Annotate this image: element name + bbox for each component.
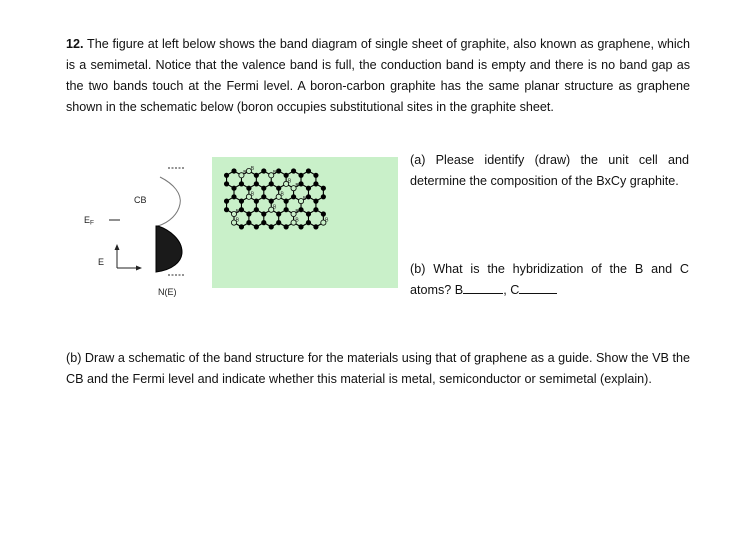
conduction-band-shape xyxy=(158,177,180,226)
carbon-atom xyxy=(232,169,236,173)
vb-label: VB xyxy=(142,241,155,251)
carbon-atom xyxy=(306,169,310,173)
carbon-atom xyxy=(314,199,318,203)
boron-atom-label: B xyxy=(295,183,299,189)
carbon-atom xyxy=(262,195,266,199)
carbon-atom xyxy=(284,199,288,203)
carbon-atom xyxy=(254,182,258,186)
carbon-atom xyxy=(306,186,310,190)
carbon-atom xyxy=(247,186,251,190)
carbon-atom xyxy=(254,199,258,203)
boron-atom-label: B xyxy=(273,204,277,211)
carbon-atom xyxy=(299,225,303,229)
carbon-atom xyxy=(299,208,303,212)
part-a: (a) Please identify (draw) the unit cell and determine the composition of the BxCy graphite. xyxy=(410,153,689,188)
boron-atom-label: B xyxy=(235,217,240,224)
band-diagram xyxy=(82,152,192,302)
carbon-atom xyxy=(247,220,251,224)
carbon-atom xyxy=(239,199,243,203)
cb-label: CB xyxy=(134,195,147,205)
boron-atom-label: B xyxy=(302,195,307,202)
carbon-atom xyxy=(232,186,236,190)
valence-band-shape xyxy=(156,226,182,272)
carbon-atom xyxy=(284,225,288,229)
part-b-hybridization xyxy=(410,259,689,301)
carbon-atom xyxy=(306,220,310,224)
carbon-atom xyxy=(299,182,303,186)
carbon-atom xyxy=(314,225,318,229)
boron-atom-label: B xyxy=(243,170,247,177)
carbon-atom xyxy=(306,212,310,216)
carbon-atom xyxy=(284,173,288,177)
carbon-atom xyxy=(276,212,280,216)
boron-atom-label: B xyxy=(295,208,299,215)
carbon-atom xyxy=(284,208,288,212)
boron-atom-label: B xyxy=(280,191,284,198)
carbon-atom xyxy=(224,199,228,203)
carbon-atom xyxy=(224,173,228,177)
fermi-label xyxy=(84,215,94,227)
carbon-atom xyxy=(321,186,325,190)
boron-atom-label: B xyxy=(295,217,299,224)
carbon-atom xyxy=(262,212,266,216)
dos-axis-arrowhead xyxy=(136,266,142,271)
carbon-atom xyxy=(254,225,258,229)
carbon-atom xyxy=(224,208,228,212)
carbon-atom xyxy=(239,208,243,212)
carbon-atom xyxy=(291,195,295,199)
carbon-atom xyxy=(247,212,251,216)
carbon-atom xyxy=(276,220,280,224)
part-b-band-structure: (b) Draw a schematic of the band structure for the materials using that of graphene as a guide. Show the VB the CB and the Fermi level and indicate whether this material is metal, semiconductor or semimetal (explain). xyxy=(66,351,690,386)
problem-number: 12. xyxy=(66,37,84,51)
carbon-atom xyxy=(239,225,243,229)
boron-atom-label: B xyxy=(287,178,292,185)
lattice-atoms xyxy=(224,166,329,229)
carbon-atom xyxy=(269,225,273,229)
carbon-atom xyxy=(291,169,295,173)
carbon-atom xyxy=(314,182,318,186)
carbon-atom xyxy=(239,182,243,186)
carbon-atom xyxy=(299,173,303,177)
carbon-atom xyxy=(276,186,280,190)
problem-text xyxy=(66,34,690,118)
carbon-atom xyxy=(232,195,236,199)
energy-axis-arrowhead xyxy=(115,244,120,250)
dos-label: N(E) xyxy=(158,287,177,297)
carbon-atom xyxy=(306,195,310,199)
carbon-atom xyxy=(254,173,258,177)
part-b-question: (b) What is the hybridization of the B and C atoms? B xyxy=(410,262,689,297)
carbon-atom xyxy=(254,208,258,212)
carbon-answer-blank[interactable] xyxy=(519,281,557,294)
boron-answer-blank[interactable] xyxy=(463,281,503,294)
fermi-label-sub: F xyxy=(90,219,94,227)
boron-atom-label: B xyxy=(250,165,255,172)
carbon-atom xyxy=(262,220,266,224)
carbon-atom xyxy=(321,195,325,199)
boron-atom-label: B xyxy=(325,217,329,224)
carbon-atom xyxy=(314,208,318,212)
carbon-atom xyxy=(314,173,318,177)
carbon-atom xyxy=(321,212,325,216)
carbon-atom xyxy=(276,169,280,173)
boron-atom-label: B xyxy=(235,208,240,215)
boron-atom-label: B xyxy=(273,170,277,177)
separator-c: , C xyxy=(503,283,520,297)
carbon-atom xyxy=(262,169,266,173)
graphene-lattice-schematic xyxy=(212,157,398,288)
carbon-atom xyxy=(262,186,266,190)
carbon-atom xyxy=(269,199,273,203)
energy-label: E xyxy=(98,257,105,267)
boron-atom-label: B xyxy=(250,191,255,198)
carbon-atom xyxy=(269,182,273,186)
fermi-label-main: E xyxy=(84,215,91,225)
problem-intro: The figure at left below shows the band diagram of single sheet of graphite, also known as graphene, which is a semimetal. Notice that the valence band is full, the conduction band is empty and there is no band gap as the two bands touch at the Fermi level. A boron-carbon graphite has the same planar structure as graphene shown in the schematic below (boron occupies substitutional sites in the graphite sheet. xyxy=(66,37,690,114)
carbon-atom xyxy=(224,182,228,186)
